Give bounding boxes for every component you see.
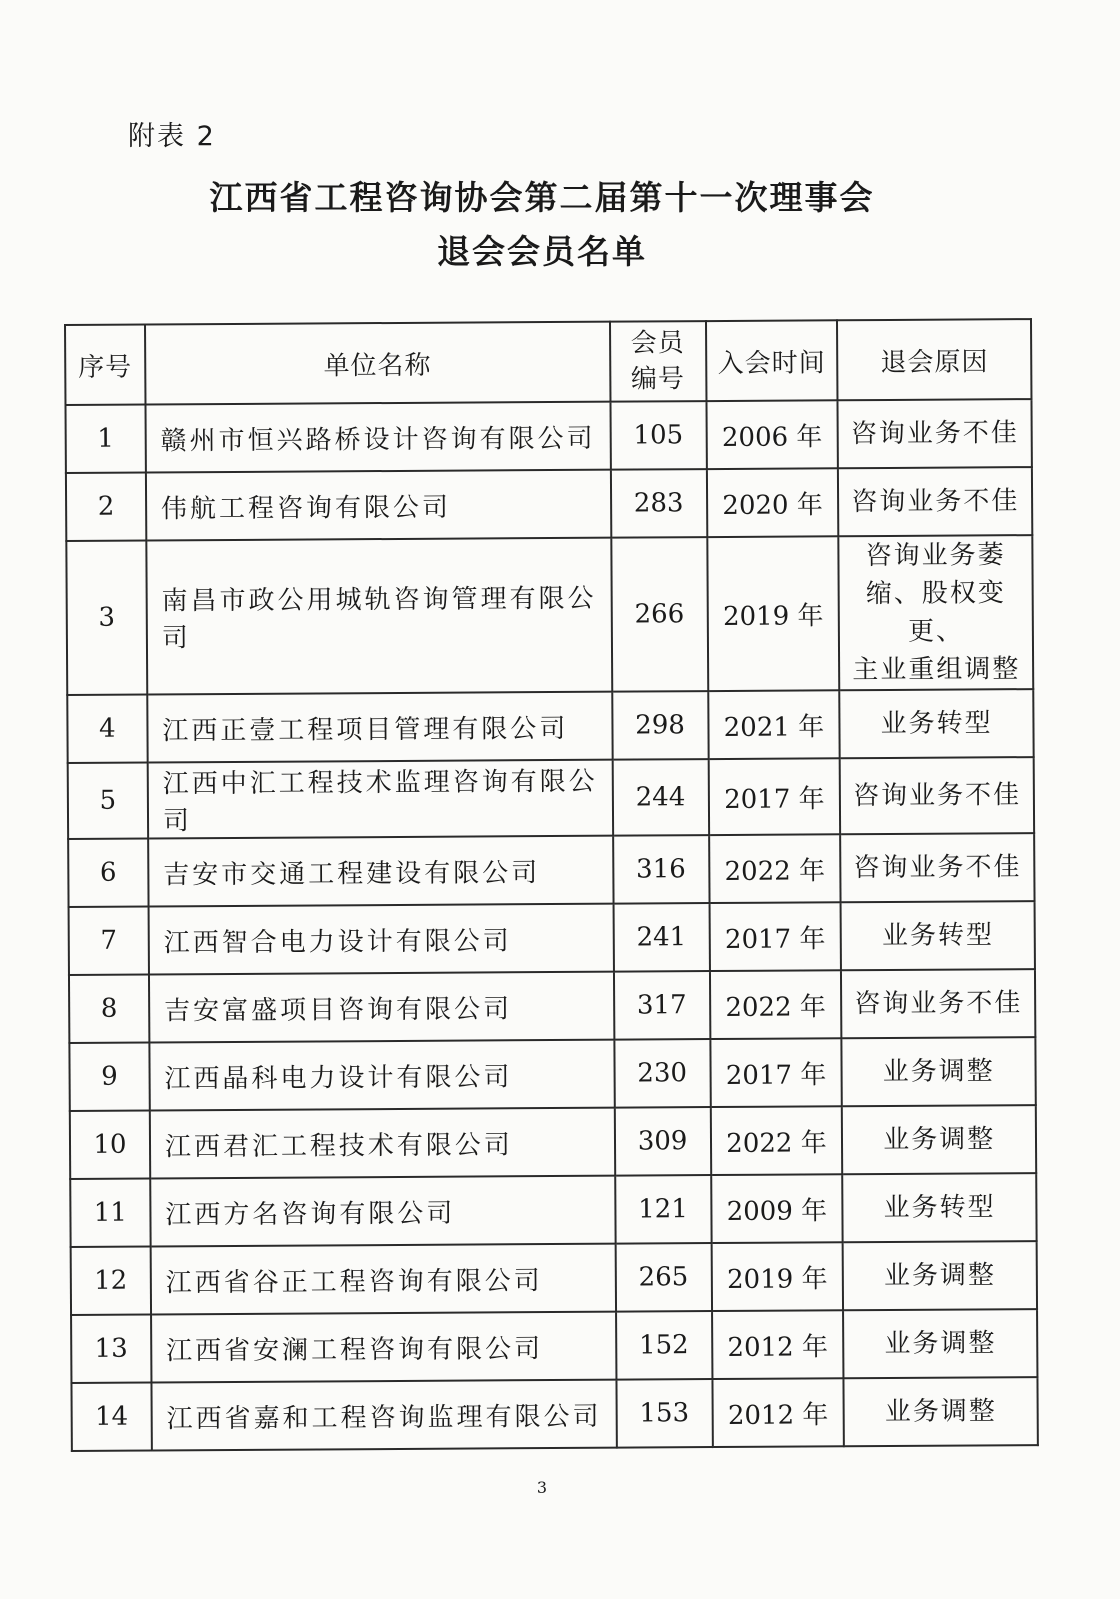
- cell-seq: 7: [69, 906, 149, 974]
- cell-join-year: 2017 年: [709, 902, 841, 971]
- member-withdrawal-table: [64, 318, 1039, 1452]
- cell-unit-name: 江西省谷正工程咨询有限公司: [150, 1244, 615, 1315]
- cell-reason: 业务转型: [840, 689, 1034, 758]
- table-row: [66, 467, 1032, 541]
- cell-member-no: 316: [613, 835, 709, 904]
- table-row: [68, 757, 1034, 839]
- cell-join-year: 2017 年: [708, 758, 840, 835]
- cell-unit-name: 伟航工程咨询有限公司: [146, 470, 611, 541]
- cell-reason: 业务调整: [842, 1105, 1036, 1174]
- cell-member-no: 317: [614, 971, 710, 1040]
- cell-unit-name: 吉安市交通工程建设有限公司: [148, 836, 613, 907]
- cell-seq: 8: [69, 974, 149, 1042]
- cell-reason: 业务转型: [841, 901, 1035, 970]
- cell-unit-name: 江西智合电力设计有限公司: [148, 904, 613, 975]
- appendix-label: 附表 2: [128, 121, 216, 152]
- cell-unit-name: 江西省嘉和工程咨询监理有限公司: [151, 1380, 616, 1451]
- document-title-line2: 退会会员名单: [437, 232, 647, 271]
- cell-member-no: 265: [615, 1243, 711, 1312]
- cell-seq: 12: [71, 1246, 151, 1314]
- cell-join-year: 2022 年: [709, 834, 841, 903]
- cell-unit-name: 江西方名咨询有限公司: [150, 1176, 615, 1247]
- document-title-line1: 江西省工程咨询协会第二届第十一次理事会: [209, 178, 875, 217]
- cell-unit-name: 江西中汇工程技术监理咨询有限公司: [148, 760, 613, 839]
- cell-member-no: 105: [610, 401, 706, 470]
- header-seq: 序号: [65, 325, 145, 405]
- cell-reason: 业务转型: [843, 1173, 1037, 1242]
- cell-reason: 咨询业务不佳: [840, 757, 1034, 834]
- cell-reason: 业务调整: [842, 1037, 1036, 1106]
- cell-reason: 咨询业务不佳: [838, 467, 1032, 536]
- cell-join-year: 2022 年: [710, 1106, 842, 1175]
- cell-seq: 14: [71, 1382, 151, 1450]
- cell-reason: [839, 535, 1034, 690]
- cell-unit-name: 南昌市政公用城轨咨询管理有限公司: [146, 538, 612, 695]
- table-row: [71, 1309, 1037, 1383]
- table-row: [67, 689, 1033, 763]
- cell-join-year: 2022 年: [710, 970, 842, 1039]
- cell-reason: 业务调整: [844, 1377, 1038, 1446]
- cell-seq: 5: [68, 762, 148, 838]
- cell-seq: 1: [65, 405, 145, 473]
- cell-reason-line1: 咨询业务萎: [865, 540, 1006, 572]
- cell-join-year: 2009 年: [711, 1174, 843, 1243]
- cell-seq: 9: [69, 1042, 149, 1110]
- header-member-no-line1: 会员: [630, 328, 685, 359]
- table-row: [68, 833, 1034, 907]
- cell-join-year: 2019 年: [707, 536, 840, 691]
- cell-seq: 2: [66, 473, 146, 541]
- cell-join-year: 2020 年: [706, 468, 838, 537]
- table-row: [69, 901, 1035, 975]
- cell-member-no: 152: [616, 1311, 712, 1380]
- cell-seq: 3: [66, 541, 147, 695]
- cell-member-no: 241: [613, 903, 709, 972]
- cell-member-no: 298: [612, 691, 708, 760]
- table-row: [70, 1173, 1036, 1247]
- table-row: [69, 969, 1035, 1043]
- cell-reason-line2: 缩、股权变更、: [865, 578, 1006, 647]
- cell-unit-name: 赣州市恒兴路桥设计咨询有限公司: [145, 402, 610, 473]
- cell-member-no: 153: [616, 1379, 712, 1448]
- cell-reason: 业务调整: [843, 1241, 1037, 1310]
- table-row: [70, 1105, 1036, 1179]
- cell-reason: 咨询业务不佳: [840, 833, 1034, 902]
- page-number: 3: [536, 1478, 548, 1497]
- cell-seq: 11: [70, 1178, 150, 1246]
- cell-member-no: 283: [611, 469, 707, 538]
- cell-member-no: 230: [614, 1039, 710, 1108]
- table-row: [65, 399, 1031, 473]
- cell-unit-name: 江西君汇工程技术有限公司: [150, 1108, 615, 1179]
- cell-member-no: 244: [612, 759, 708, 836]
- cell-join-year: 2017 年: [710, 1038, 842, 1107]
- cell-seq: 6: [68, 838, 148, 906]
- table-row: [69, 1037, 1035, 1111]
- cell-seq: 10: [70, 1110, 150, 1178]
- cell-unit-name: 吉安富盛项目咨询有限公司: [149, 972, 614, 1043]
- cell-join-year: 2012 年: [712, 1378, 844, 1447]
- cell-reason: 咨询业务不佳: [838, 399, 1032, 468]
- cell-reason: 咨询业务不佳: [841, 969, 1035, 1038]
- cell-reason-line3: 主业重组调整: [852, 654, 1021, 686]
- cell-join-year: 2021 年: [708, 690, 840, 759]
- cell-unit-name: 江西正壹工程项目管理有限公司: [147, 692, 612, 763]
- cell-join-year: 2012 年: [712, 1310, 844, 1379]
- cell-unit-name: 江西晶科电力设计有限公司: [149, 1040, 614, 1111]
- header-unit-name: 单位名称: [145, 322, 610, 405]
- cell-reason: 业务调整: [843, 1309, 1037, 1378]
- cell-seq: 4: [67, 694, 147, 762]
- cell-seq: 13: [71, 1314, 151, 1382]
- cell-member-no: 309: [614, 1107, 710, 1176]
- cell-member-no: 266: [611, 537, 708, 692]
- header-member-no: [610, 321, 706, 402]
- header-member-no-line2: 编号: [630, 364, 686, 395]
- table-row: [71, 1377, 1037, 1451]
- header-join-time: 入会时间: [706, 320, 838, 401]
- table-row: [71, 1241, 1037, 1315]
- cell-member-no: 121: [615, 1175, 711, 1244]
- cell-join-year: 2019 年: [711, 1242, 843, 1311]
- cell-join-year: 2006 年: [706, 400, 838, 469]
- cell-unit-name: 江西省安澜工程咨询有限公司: [151, 1312, 616, 1383]
- table-row: [66, 535, 1033, 695]
- table-header-row: [65, 319, 1031, 405]
- header-reason: 退会原因: [837, 319, 1031, 400]
